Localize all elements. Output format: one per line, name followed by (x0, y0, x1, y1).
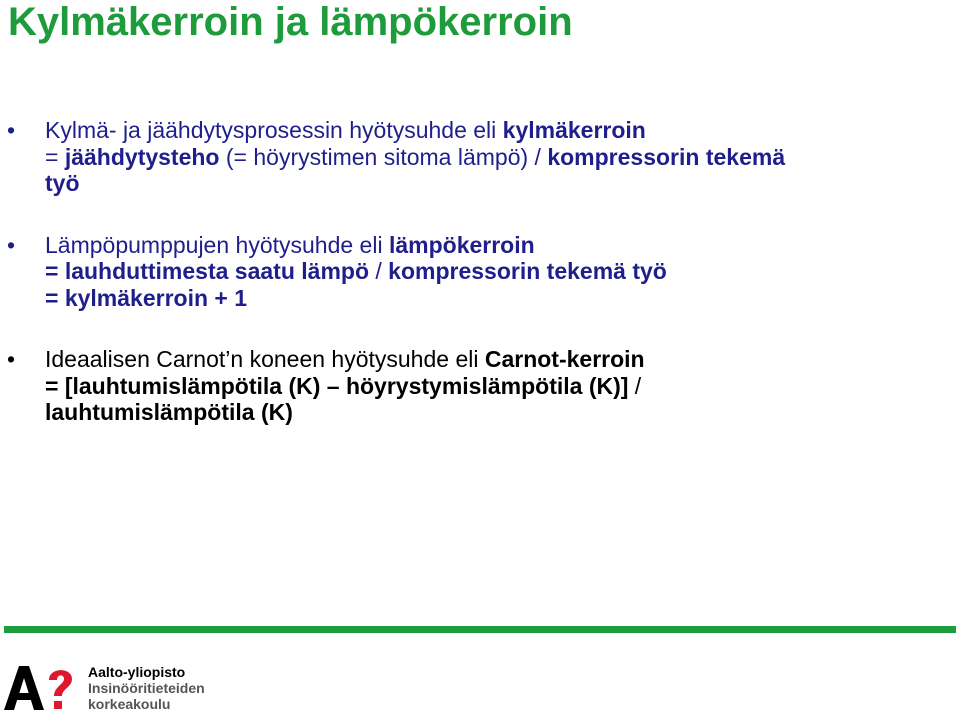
bullet-line (45, 373, 960, 400)
bullet-item-cooling (0, 117, 960, 197)
term-condenser-heat: = lauhduttimesta saatu lämpö (45, 258, 369, 284)
bullet-item-carnot (0, 346, 960, 426)
text-span: Lämpöpumppujen hyötysuhde eli (45, 231, 389, 258)
term-cop-heating: lämpökerroin (388, 231, 535, 258)
bullet-dot-icon: • (7, 346, 16, 372)
footer-divider (4, 626, 956, 633)
term-cop-cooling: kylmäkerroin (502, 117, 646, 143)
text-span: / (628, 372, 642, 399)
bullet-line (45, 258, 960, 285)
school-name-line1: Insinööritieteiden (88, 680, 205, 696)
text-span: Kylmä- ja jäähdytysprosessin hyötysuhde eli (45, 117, 503, 143)
term-condensing-temp: lauhtumislämpötila (K) (45, 399, 293, 425)
term-compressor-work: kompressorin tekemä (547, 143, 786, 170)
bullet-item-heating (0, 232, 960, 312)
bullet-line (45, 170, 960, 197)
bullet-line (45, 285, 960, 312)
term-temp-difference: = [lauhtumislämpötila (K) – höyrystymislämpötila (K)] (45, 372, 629, 399)
bullet-dot-icon: • (7, 231, 16, 258)
bullet-line (45, 117, 960, 144)
term-work: työ (45, 170, 80, 196)
bullet-dot-icon: • (7, 117, 16, 143)
bullet-line (45, 346, 960, 373)
term-carnot-cop: Carnot-kerroin (484, 346, 645, 372)
bullet-line (45, 232, 960, 259)
bullet-list (0, 117, 960, 461)
text-span: Ideaalisen Carnot’n koneen hyötysuhde eli (45, 346, 485, 372)
term-compressor-work: kompressorin tekemä työ (388, 258, 667, 284)
text-span: = (45, 143, 65, 170)
university-name: Aalto-yliopisto (88, 664, 186, 680)
text-span: (= höyrystimen sitoma lämpö) / (219, 143, 548, 170)
institution-name (88, 664, 205, 712)
bullet-line (45, 144, 960, 171)
term-relation: = kylmäkerroin + 1 (45, 284, 248, 311)
bullet-line (45, 399, 960, 426)
term-cooling-power: jäähdytysteho (64, 143, 220, 170)
page-title: Kylmäkerroin ja lämpökerroin (8, 0, 573, 44)
school-name-line2: korkeakoulu (88, 696, 171, 712)
text-span: / (369, 258, 389, 284)
aalto-a-question-logo-icon (2, 662, 82, 712)
